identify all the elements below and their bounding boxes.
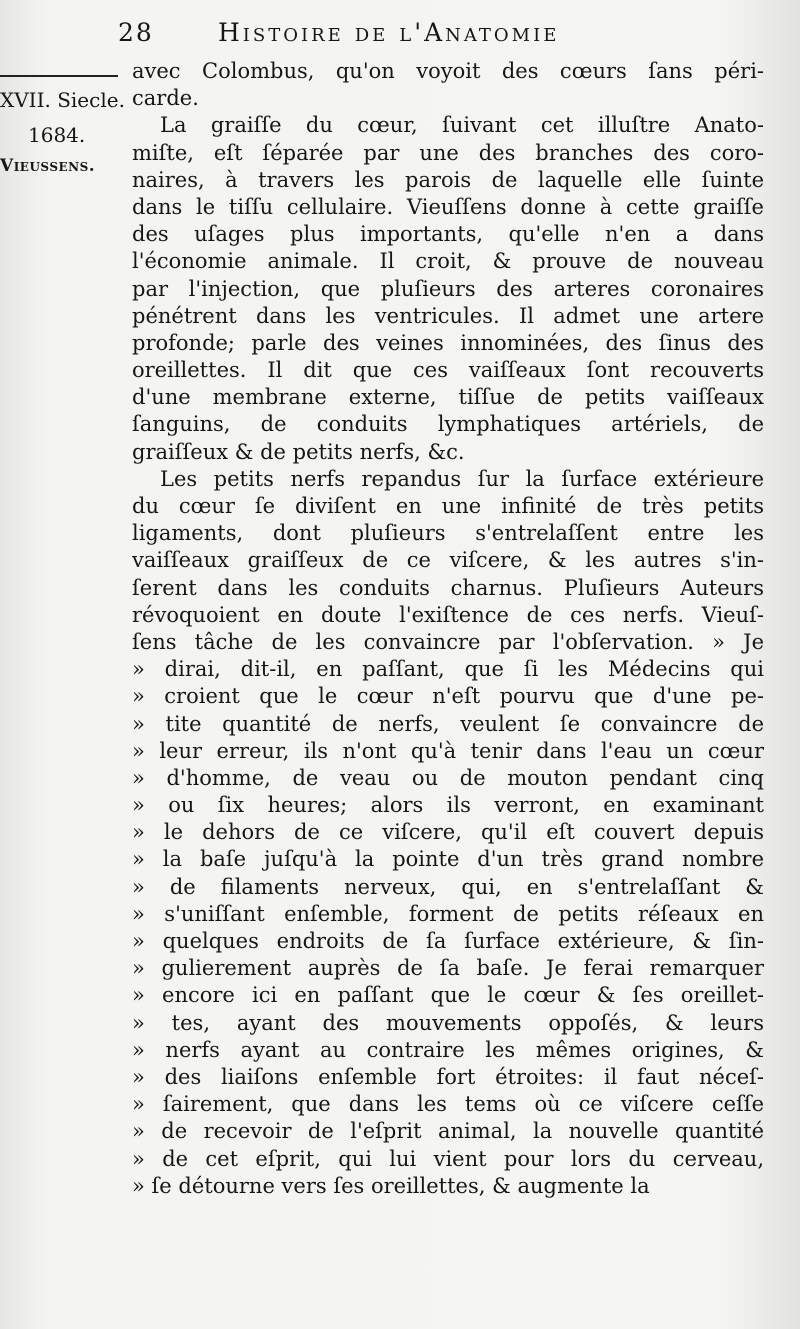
text-line: des uſages plus importants, qu'elle n'en a dans [132, 222, 764, 247]
text-line: ſerent dans les conduits charnus. Pluſieurs Auteurs [132, 575, 764, 600]
text-line: avec Colombus, qu'on voyoit des cœurs ſans péri- [132, 59, 764, 83]
text-line: du cœur ſe diviſent en une infinité de très petits [132, 494, 764, 518]
text-line: d'une membrane externe, tiſſue de petits vaiſſeaux [132, 385, 764, 410]
text-line: profonde; parle des veines innominées, des ſinus des [132, 330, 764, 355]
text-line: » s'uniſſant enſemble, forment de petits réſeaux en [132, 901, 764, 926]
text-line: pénétrent dans les ventricules. Il admet une artere [132, 303, 764, 328]
text-line: carde. [132, 86, 199, 111]
text-line: » croient que le cœur n'eſt pourvu que d'une pe- [132, 684, 764, 709]
text-line: vaiſſeaux graiſſeux de ce viſcere, & les autres s'in- [132, 548, 764, 573]
running-head [118, 18, 678, 54]
text-line: » des liaiſons enſemble fort étroites: il faut néceſ- [132, 1064, 764, 1089]
text-line: » nerfs ayant au contraire les mêmes origines, & [132, 1037, 764, 1062]
text-line: ligaments, dont pluſieurs s'entrelaſſent entre les [132, 521, 764, 546]
margin-note-century: XVII. Siecle. [0, 88, 125, 112]
text-line: » la baſe juſqu'à la pointe d'un très grand nombre [132, 847, 764, 872]
text-line: » le dehors de ce viſcere, qu'il eſt couvert depuis [132, 820, 764, 845]
text-line: » de filaments nerveux, qui, en s'entrelaſſant & [132, 874, 764, 899]
text-line: » gulierement auprès de ſa baſe. Je ferai remarquer [132, 956, 764, 981]
text-line: Les petits nerfs repandus ſur la ſurface extérieure [160, 466, 764, 491]
text-line: » dirai, dit-il, en paſſant, que ſi les Médecins qui [132, 657, 764, 682]
text-line: » encore ici en paſſant que le cœur & ſes oreillet- [132, 983, 764, 1008]
margin-rule [0, 75, 118, 77]
body-text [132, 58, 764, 1200]
text-line: graiſſeux & de petits nerfs, &c. [132, 439, 465, 464]
running-title: Histoire de l'Anatomie [218, 18, 560, 47]
text-line: miſte, eſt ſéparée par une des branches des coro- [132, 140, 764, 165]
text-line: naires, à travers les parois de laquelle elle ſuinte [132, 167, 764, 192]
text-line: par l'injection, que pluſieurs des arteres coronaires [132, 276, 764, 301]
text-line: » ſe détourne vers ſes oreillettes, & augmente la [132, 1173, 650, 1198]
text-line: » de cet eſprit, qui lui vient pour lors du cerveau, [132, 1146, 764, 1171]
text-line: oreillettes. Il dit que ces vaiſſeaux ſont recouverts [132, 358, 764, 383]
text-line: ſanguins, de conduits lymphatiques artériels, de [132, 412, 764, 437]
text-line: » tite quantité de nerfs, veulent ſe convaincre de [132, 711, 764, 736]
text-line: ſens tâche de les convaincre par l'obſervation. » Je [132, 629, 764, 654]
text-line: l'économie animale. Il croit, & prouve de nouveau [132, 249, 764, 274]
page-number: 28 [118, 18, 154, 47]
text-line: » leur erreur, ils n'ont qu'à tenir dans l'eau un cœur [132, 738, 764, 763]
text-line: dans le tiſſu cellulaire. Vieuſſens donne à cette graiſſe [132, 194, 764, 219]
text-line: révoquoient en doute l'exiſtence de ces nerfs. Vieuſ- [132, 602, 764, 627]
text-line: » d'homme, de veau ou de mouton pendant cinq [132, 765, 764, 790]
text-line: » ou ſix heures; alors ils verront, en examinant [132, 793, 764, 818]
text-line: » quelques endroits de ſa ſurface extérieure, & ſin- [132, 929, 764, 953]
text-line: » ſairement, que dans les tems où ce viſcere ceſſe [132, 1092, 764, 1117]
margin-note-author: Vieussens. [0, 156, 96, 176]
margin-note-year: 1684. [28, 123, 86, 147]
text-line: » de recevoir de l'eſprit animal, la nouvelle quantité [132, 1119, 764, 1144]
text-line: » tes, ayant des mouvements oppoſés, & leurs [132, 1010, 764, 1035]
text-line: La graiſſe du cœur, ſuivant cet illuſtre Anato- [160, 113, 764, 138]
